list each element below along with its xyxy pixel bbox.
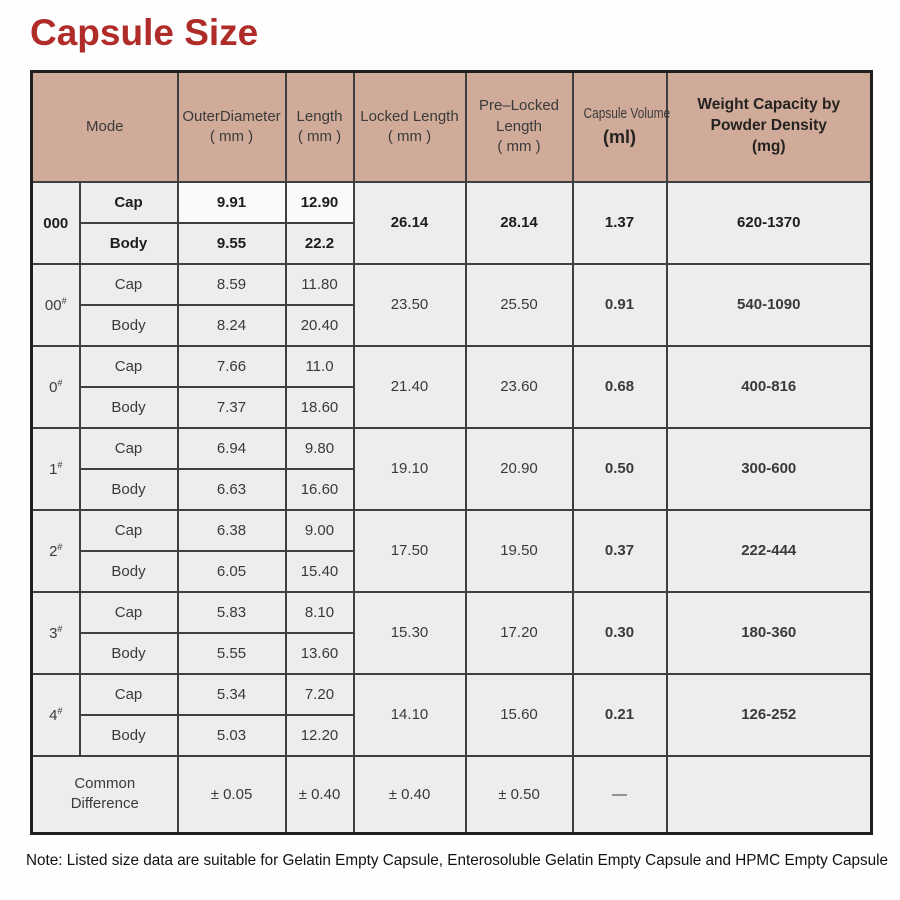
body-length: 15.40 (286, 551, 354, 592)
cap-label: Cap (80, 592, 178, 633)
header-prelocked-l2: Length (496, 117, 542, 135)
mode-label: 0 (49, 378, 58, 396)
body-outer-diameter: 7.37 (178, 387, 286, 428)
header-prelocked-l1: Pre–Locked (478, 97, 560, 115)
capsule-size-table (30, 70, 873, 835)
header-locked-length-l1: Locked Length (360, 107, 459, 125)
cap-outer-diameter: 8.59 (178, 264, 286, 305)
cap-label: Cap (80, 182, 178, 223)
mode-sup: # (61, 295, 67, 306)
body-label: Body (80, 551, 178, 592)
footnote: Note: Listed size data are suitable for Gelatin Empty Capsule, Enterosoluble Gelatin Empty Capsule and HPMC Empty Capsule (26, 852, 889, 869)
prelocked-length-value: 15.60 (466, 674, 573, 756)
body-length: 16.60 (286, 469, 354, 510)
mode-cell (32, 674, 80, 756)
cap-length: 9.80 (286, 428, 354, 469)
mode-sup: # (57, 705, 63, 716)
header-row (32, 72, 872, 182)
weight-capacity-value: 540-1090 (667, 264, 872, 346)
mode-cell (32, 264, 80, 346)
header-mode (32, 72, 178, 182)
body-outer-diameter: 6.05 (178, 551, 286, 592)
locked-length-value: 21.40 (354, 346, 466, 428)
locked-length-value: 14.10 (354, 674, 466, 756)
capsule-volume-value: 0.68 (573, 346, 667, 428)
table-row (32, 510, 872, 551)
locked-length-value: 23.50 (354, 264, 466, 346)
locked-length-value: 15.30 (354, 592, 466, 674)
header-volume-l2: (ml) (603, 126, 636, 147)
header-weight-l3: (mg) (751, 138, 786, 156)
header-outer-diameter (178, 72, 286, 182)
capsule-volume-value: 0.91 (573, 264, 667, 346)
mode-cell (32, 592, 80, 674)
body-length: 20.40 (286, 305, 354, 346)
common-difference-label (32, 756, 178, 834)
locked-length-value: 26.14 (354, 182, 466, 264)
prelocked-length-value: 23.60 (466, 346, 573, 428)
body-outer-diameter: 6.63 (178, 469, 286, 510)
locked-length-value: 17.50 (354, 510, 466, 592)
header-weight-l2: Powder Density (710, 117, 827, 135)
common-weight (667, 756, 872, 834)
mode-cell (32, 346, 80, 428)
common-outer-diameter: ± 0.05 (178, 756, 286, 834)
body-outer-diameter: 9.55 (178, 223, 286, 264)
body-label: Body (80, 305, 178, 346)
table-row (32, 346, 872, 387)
weight-capacity-value: 620-1370 (667, 182, 872, 264)
cap-length: 11.0 (286, 346, 354, 387)
table-row (32, 264, 872, 305)
capsule-volume-value: 0.37 (573, 510, 667, 592)
common-volume: — (573, 756, 667, 834)
capsule-volume-value: 1.37 (573, 182, 667, 264)
header-volume-l1: Capsule Volume (583, 106, 670, 123)
mode-label: 000 (43, 214, 69, 232)
cap-label: Cap (80, 510, 178, 551)
header-outer-diameter-l1: OuterDiameter (182, 107, 281, 125)
body-label: Body (80, 633, 178, 674)
mode-label: 3 (49, 624, 58, 642)
header-length-l2: ( mm ) (297, 127, 342, 145)
body-length: 22.2 (286, 223, 354, 264)
table-row (32, 674, 872, 715)
weight-capacity-value: 180-360 (667, 592, 872, 674)
weight-capacity-value: 126-252 (667, 674, 872, 756)
cap-label: Cap (80, 346, 178, 387)
mode-label: 1 (49, 460, 58, 478)
header-locked-length (354, 72, 466, 182)
body-length: 12.20 (286, 715, 354, 756)
prelocked-length-value: 28.14 (466, 182, 573, 264)
weight-capacity-value: 300-600 (667, 428, 872, 510)
cap-outer-diameter: 6.38 (178, 510, 286, 551)
mode-label: 4 (49, 706, 58, 724)
common-label-l2: Difference (70, 795, 139, 813)
cap-length: 8.10 (286, 592, 354, 633)
mode-cell (32, 428, 80, 510)
mode-sup: # (57, 623, 63, 634)
body-length: 18.60 (286, 387, 354, 428)
mode-sup: # (57, 459, 63, 470)
capsule-volume-value: 0.30 (573, 592, 667, 674)
cap-label: Cap (80, 428, 178, 469)
mode-cell (32, 182, 80, 264)
mode-cell (32, 510, 80, 592)
prelocked-length-value: 20.90 (466, 428, 573, 510)
common-length: ± 0.40 (286, 756, 354, 834)
header-weight-l1: Weight Capacity by (697, 96, 841, 114)
cap-length: 7.20 (286, 674, 354, 715)
prelocked-length-value: 19.50 (466, 510, 573, 592)
body-outer-diameter: 5.03 (178, 715, 286, 756)
mode-label: 2 (49, 542, 58, 560)
capsule-volume-value: 0.21 (573, 674, 667, 756)
capsule-volume-value: 0.50 (573, 428, 667, 510)
weight-capacity-value: 400-816 (667, 346, 872, 428)
common-label-l1: Common (74, 775, 136, 792)
page-title: Capsule Size (30, 12, 259, 53)
body-label: Body (80, 715, 178, 756)
cap-length: 9.00 (286, 510, 354, 551)
table-row (32, 182, 872, 223)
body-length: 13.60 (286, 633, 354, 674)
body-label: Body (80, 469, 178, 510)
cap-outer-diameter: 6.94 (178, 428, 286, 469)
cap-outer-diameter: 5.34 (178, 674, 286, 715)
cap-outer-diameter: 9.91 (178, 182, 286, 223)
mode-label: 00 (44, 296, 62, 314)
body-outer-diameter: 5.55 (178, 633, 286, 674)
header-length-l1: Length (296, 107, 343, 125)
cap-length: 11.80 (286, 264, 354, 305)
cap-length: 12.90 (286, 182, 354, 223)
common-difference-row (32, 756, 872, 834)
body-label: Body (80, 387, 178, 428)
mode-sup: # (57, 377, 63, 388)
header-mode-label: Mode (85, 117, 124, 135)
header-prelocked-l3: ( mm ) (497, 137, 541, 155)
header-outer-diameter-l2: ( mm ) (209, 127, 254, 145)
prelocked-length-value: 17.20 (466, 592, 573, 674)
cap-label: Cap (80, 674, 178, 715)
header-prelocked-length (466, 72, 573, 182)
header-locked-length-l2: ( mm ) (387, 127, 432, 145)
cap-outer-diameter: 7.66 (178, 346, 286, 387)
cap-label: Cap (80, 264, 178, 305)
header-length (286, 72, 354, 182)
mode-sup: # (57, 541, 63, 552)
prelocked-length-value: 25.50 (466, 264, 573, 346)
locked-length-value: 19.10 (354, 428, 466, 510)
table-row (32, 428, 872, 469)
header-weight-capacity (667, 72, 872, 182)
table-row (32, 592, 872, 633)
body-outer-diameter: 8.24 (178, 305, 286, 346)
common-prelocked-length: ± 0.50 (466, 756, 573, 834)
cap-outer-diameter: 5.83 (178, 592, 286, 633)
common-locked-length: ± 0.40 (354, 756, 466, 834)
body-label: Body (80, 223, 178, 264)
header-capsule-volume (573, 72, 670, 182)
weight-capacity-value: 222-444 (667, 510, 872, 592)
